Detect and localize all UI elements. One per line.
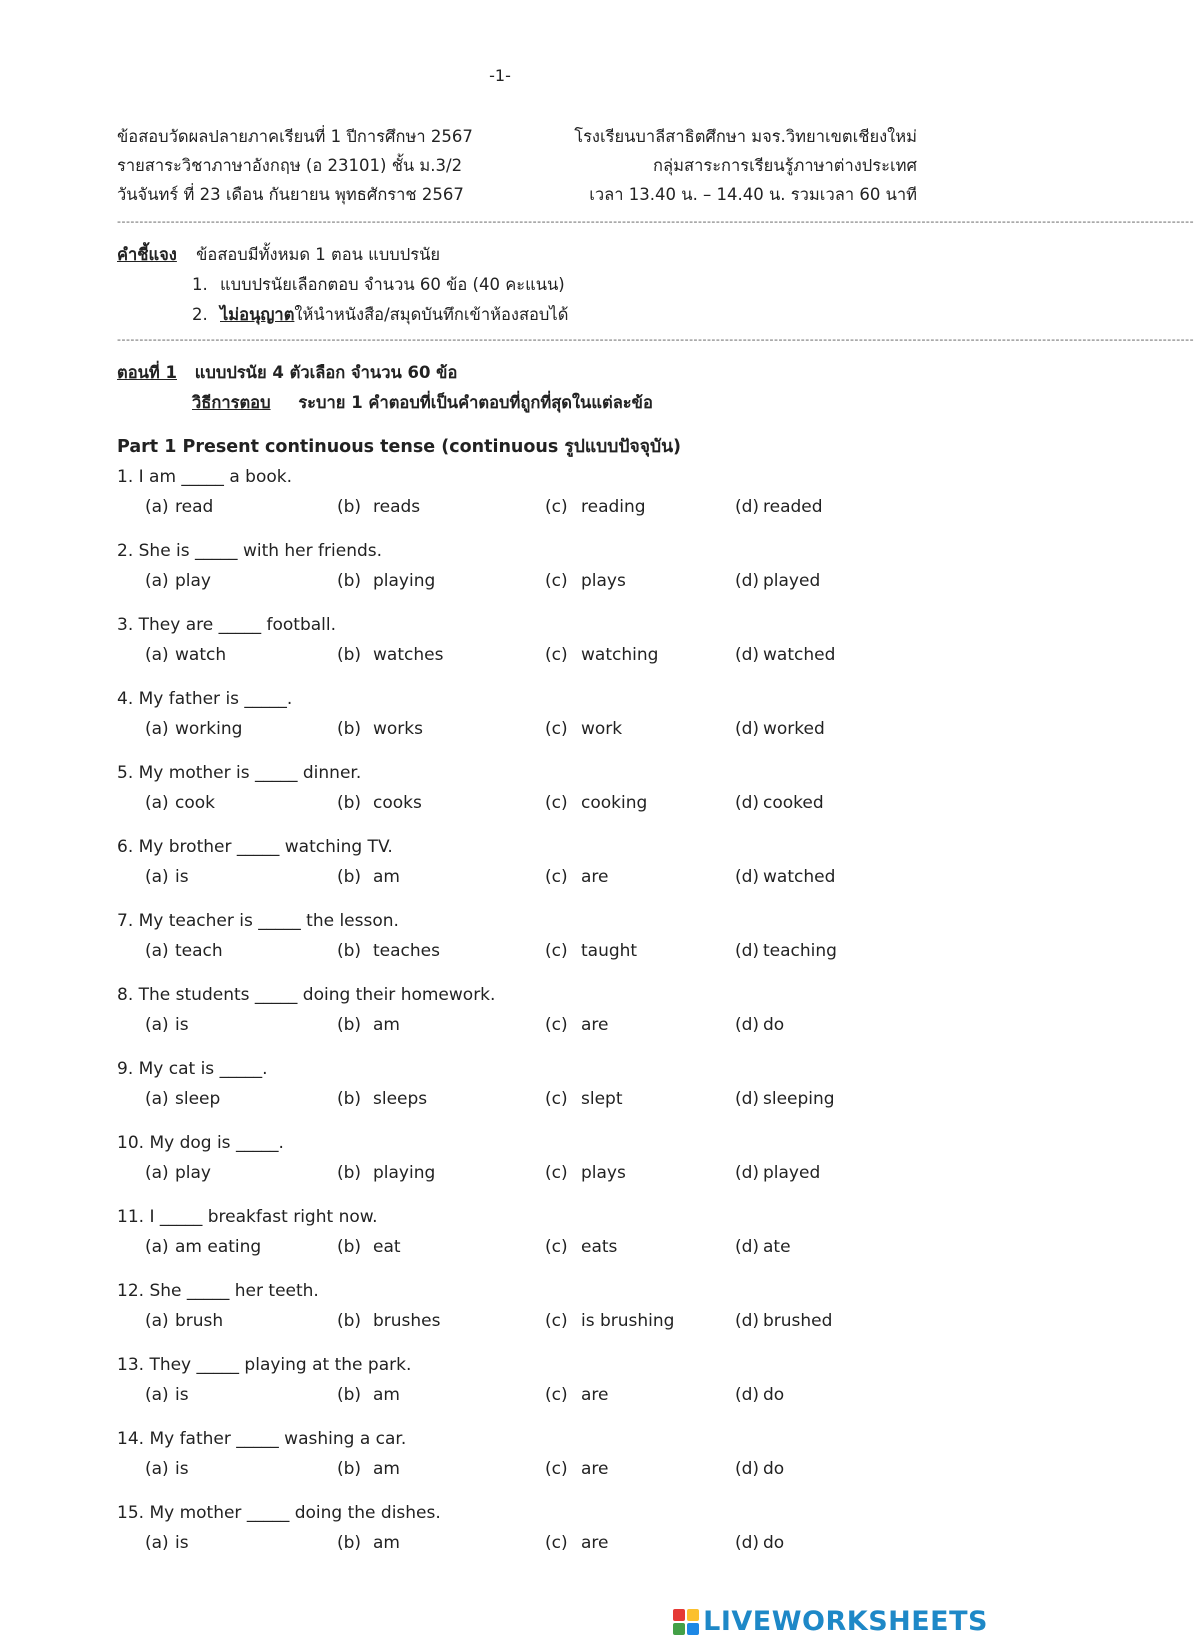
option-c[interactable]: (c) are [545, 1015, 609, 1035]
option-a[interactable]: (a) brush [145, 1311, 224, 1331]
option-b[interactable]: (b) am [337, 1533, 400, 1553]
question-stem: 5. My mother is _____ dinner. [117, 763, 362, 783]
question [117, 462, 947, 536]
section-header [117, 358, 917, 418]
question [117, 536, 947, 610]
option-a[interactable]: (a) sleep [145, 1089, 221, 1109]
question [117, 1202, 947, 1276]
question-options [117, 714, 947, 744]
question-options [117, 788, 947, 818]
option-b[interactable]: (b) cooks [337, 793, 422, 813]
option-d[interactable]: (d) played [735, 571, 821, 591]
option-a[interactable]: (a) is [145, 1533, 189, 1553]
question-options [117, 566, 947, 596]
option-c[interactable]: (c) are [545, 1533, 609, 1553]
question [117, 832, 947, 906]
option-d[interactable]: (d) played [735, 1163, 821, 1183]
question-stem: 10. My dog is _____. [117, 1133, 284, 1153]
question-stem: 6. My brother _____ watching TV. [117, 837, 393, 857]
question [117, 1350, 947, 1424]
option-a[interactable]: (a) is [145, 1385, 189, 1405]
option-c[interactable]: (c) slept [545, 1089, 623, 1109]
option-c[interactable]: (c) watching [545, 645, 659, 665]
option-d[interactable]: (d) do [735, 1015, 785, 1035]
question [117, 906, 947, 980]
question-stem: 2. She is _____ with her friends. [117, 541, 383, 561]
option-d[interactable]: (d) watched [735, 645, 836, 665]
question [117, 1498, 947, 1572]
option-d[interactable]: (d) watched [735, 867, 836, 887]
subject-info: รายสาระวิชาภาษาอังกฤษ (อ 23101) ชั้น ม.3/2 [117, 156, 463, 175]
option-a[interactable]: (a) play [145, 571, 211, 591]
question-options [117, 1158, 947, 1188]
option-c[interactable]: (c) are [545, 867, 609, 887]
option-c[interactable]: (c) is brushing [545, 1311, 675, 1331]
question-options [117, 1380, 947, 1410]
option-b[interactable]: (b) teaches [337, 941, 440, 961]
question [117, 1128, 947, 1202]
instruction-item-number: 1. [192, 275, 208, 294]
option-a[interactable]: (a) watch [145, 645, 227, 665]
option-b[interactable]: (b) works [337, 719, 423, 739]
option-c[interactable]: (c) eats [545, 1237, 618, 1257]
question-stem: 1. I am _____ a book. [117, 467, 292, 487]
option-d[interactable]: (d) do [735, 1385, 785, 1405]
header-row-1 [117, 122, 917, 151]
school-name: โรงเรียนบาลีสาธิตศึกษา มจร.วิทยาเขตเชียงใหม่ [574, 127, 917, 146]
instruction-item-text: แบบปรนัยเลือกตอบ จำนวน 60 ข้อ (40 คะแนน) [220, 275, 565, 294]
question-stem: 11. I _____ breakfast right now. [117, 1207, 378, 1227]
liveworksheets-logo-icon [673, 1609, 699, 1635]
question-stem: 8. The students _____ doing their homework. [117, 985, 496, 1005]
option-d[interactable]: (d) brushed [735, 1311, 833, 1331]
exam-header [117, 122, 917, 209]
option-c[interactable]: (c) are [545, 1385, 609, 1405]
question-options [117, 1084, 947, 1114]
option-b[interactable]: (b) am [337, 867, 400, 887]
instruction-item-2 [117, 300, 917, 330]
section-title: แบบปรนัย 4 ตัวเลือก จำนวน 60 ข้อ [194, 363, 458, 382]
option-a[interactable]: (a) play [145, 1163, 211, 1183]
question [117, 980, 947, 1054]
option-a[interactable]: (a) cook [145, 793, 215, 813]
method-text: ระบาย 1 คำตอบที่เป็นคำตอบที่ถูกที่สุดในแต่ละข้อ [298, 393, 653, 412]
exam-title: ข้อสอบวัดผลปลายภาคเรียนที่ 1 ปีการศึกษา 2567 [117, 127, 473, 146]
part-title: Part 1 Present continuous tense (continuous รูปแบบปัจจุบัน) [117, 437, 682, 457]
header-row-3 [117, 180, 917, 209]
option-a[interactable]: (a) working [145, 719, 243, 739]
option-c[interactable]: (c) are [545, 1459, 609, 1479]
question-stem: 15. My mother _____ doing the dishes. [117, 1503, 441, 1523]
option-c[interactable]: (c) plays [545, 571, 626, 591]
option-a[interactable]: (a) teach [145, 941, 223, 961]
question-list [117, 462, 947, 1572]
question-stem: 7. My teacher is _____ the lesson. [117, 911, 399, 931]
header-row-2 [117, 151, 917, 180]
question-options [117, 1528, 947, 1558]
question-options [117, 1454, 947, 1484]
question-options [117, 936, 947, 966]
instruction-item-text: ให้นำหนังสือ/สมุดบันทึกเข้าห้องสอบได้ [294, 305, 569, 324]
question-options [117, 640, 947, 670]
section-label: ตอนที่ 1 [117, 363, 178, 382]
instructions-intro: ข้อสอบมีทั้งหมด 1 ตอน แบบปรนัย [196, 245, 441, 264]
option-c[interactable]: (c) cooking [545, 793, 648, 813]
instructions-label: คำชี้แจง [117, 245, 177, 264]
option-d[interactable]: (d) do [735, 1533, 785, 1553]
option-b[interactable]: (b) brushes [337, 1311, 441, 1331]
option-b[interactable]: (b) playing [337, 571, 436, 591]
section-method-line [117, 388, 917, 418]
question [117, 758, 947, 832]
option-d[interactable]: (d) readed [735, 497, 823, 517]
question [117, 1276, 947, 1350]
department: กลุ่มสาระการเรียนรู้ภาษาต่างประเทศ [653, 156, 917, 175]
option-d[interactable]: (d) cooked [735, 793, 824, 813]
option-d[interactable]: (d) teaching [735, 941, 837, 961]
option-c[interactable]: (c) plays [545, 1163, 626, 1183]
instruction-item-1 [117, 270, 917, 300]
option-a[interactable]: (a) is [145, 867, 189, 887]
option-b[interactable]: (b) sleeps [337, 1089, 428, 1109]
option-b[interactable]: (b) am [337, 1459, 400, 1479]
watermark-text: LIVEWORKSHEETS [703, 1606, 988, 1637]
method-label: วิธีการตอบ [192, 393, 271, 412]
option-d[interactable]: (d) ate [735, 1237, 791, 1257]
section-title-line [117, 358, 917, 388]
instruction-emphasis: ไม่อนุญาต [220, 305, 295, 324]
option-d[interactable]: (d) sleeping [735, 1089, 835, 1109]
question-stem: 13. They _____ playing at the park. [117, 1355, 412, 1375]
option-c[interactable]: (c) work [545, 719, 623, 739]
option-a[interactable]: (a) is [145, 1015, 189, 1035]
question-stem: 14. My father _____ washing a car. [117, 1429, 407, 1449]
option-d[interactable]: (d) do [735, 1459, 785, 1479]
option-b[interactable]: (b) eat [337, 1237, 401, 1257]
question-options [117, 1232, 947, 1262]
instructions-intro-line [117, 240, 917, 270]
option-b[interactable]: (b) playing [337, 1163, 436, 1183]
option-b[interactable]: (b) am [337, 1015, 400, 1035]
option-c[interactable]: (c) reading [545, 497, 646, 517]
question [117, 1424, 947, 1498]
option-a[interactable]: (a) is [145, 1459, 189, 1479]
option-b[interactable]: (b) am [337, 1385, 400, 1405]
option-a[interactable]: (a) read [145, 497, 214, 517]
question-stem: 9. My cat is _____. [117, 1059, 268, 1079]
question-options [117, 862, 947, 892]
question-options [117, 1306, 947, 1336]
option-d[interactable]: (d) worked [735, 719, 825, 739]
question-options [117, 492, 947, 522]
separator-line: ------------------------------------------------------------------------------------------------------------------------------------------------------------------------------------------------------------------------------------------------- [117, 215, 1194, 228]
question [117, 684, 947, 758]
option-a[interactable]: (a) am eating [145, 1237, 262, 1257]
liveworksheets-watermark [673, 1606, 988, 1637]
option-b[interactable]: (b) watches [337, 645, 444, 665]
exam-date: วันจันทร์ ที่ 23 เดือน กันยายน พุทธศักราช 2567 [117, 185, 464, 204]
question [117, 1054, 947, 1128]
instruction-item-number: 2. [192, 305, 208, 324]
option-c[interactable]: (c) taught [545, 941, 638, 961]
question-stem: 3. They are _____ football. [117, 615, 337, 635]
question [117, 610, 947, 684]
instructions [117, 240, 917, 330]
option-b[interactable]: (b) reads [337, 497, 421, 517]
question-stem: 12. She _____ her teeth. [117, 1281, 319, 1301]
question-stem: 4. My father is _____. [117, 689, 293, 709]
exam-time: เวลา 13.40 น. – 14.40 น. รวมเวลา 60 นาที [589, 185, 917, 204]
question-options [117, 1010, 947, 1040]
page-number: -1- [489, 66, 511, 85]
separator-line: ------------------------------------------------------------------------------------------------------------------------------------------------------------------------------------------------------------------------------------------------- [117, 333, 1194, 346]
